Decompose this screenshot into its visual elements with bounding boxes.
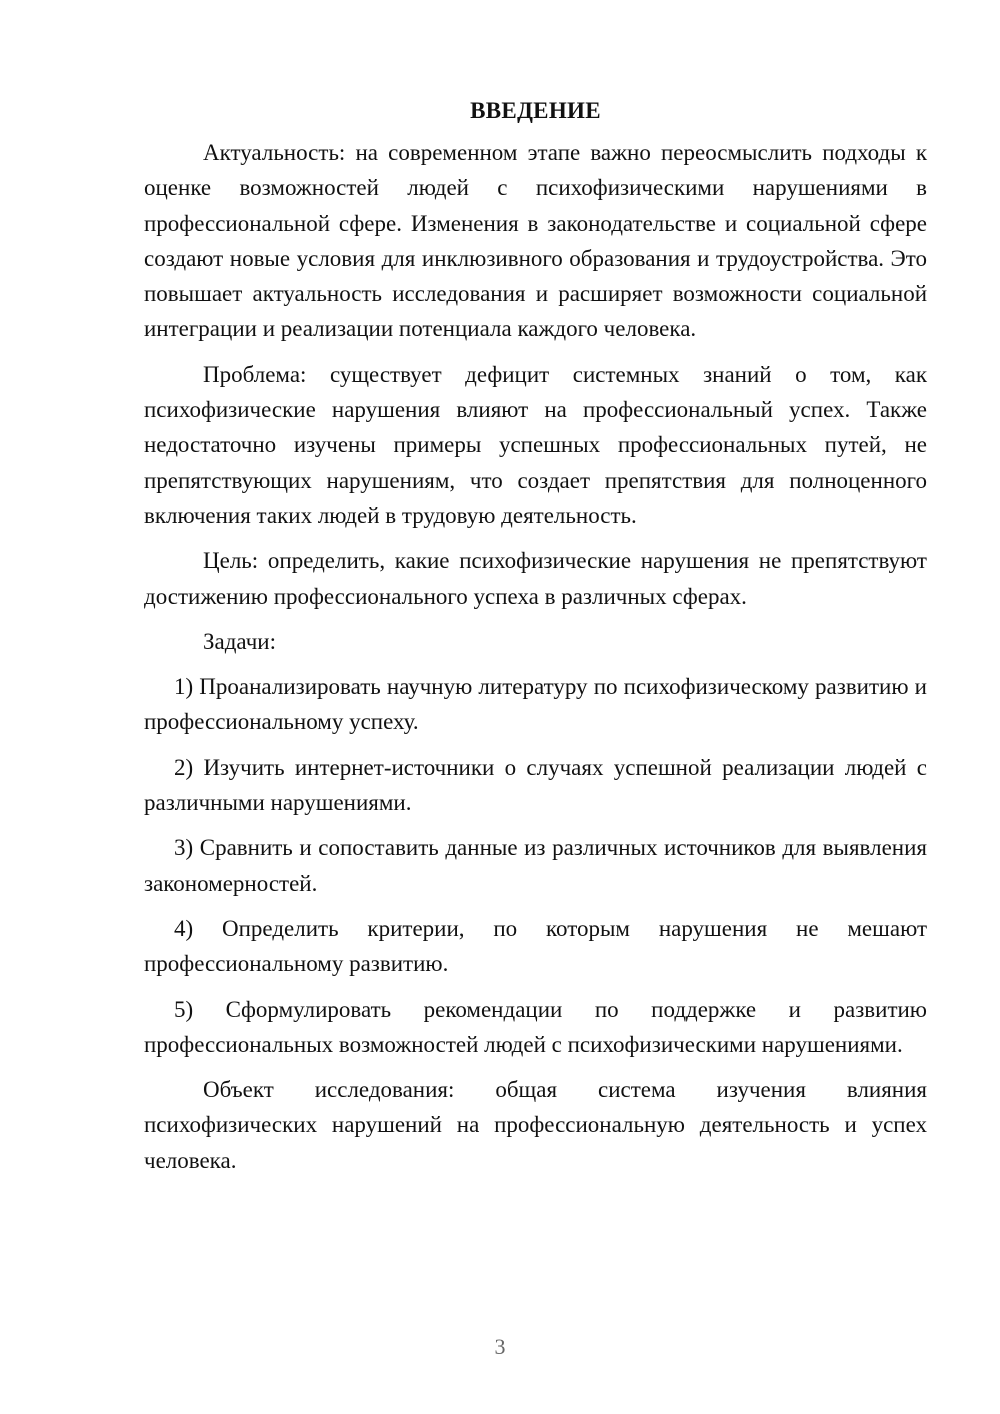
relevance-paragraph: Актуальность: на современном этапе важно переосмыслить подходы к оценке возможностей людей с психофизическими нарушениями в профессиональной сфере. Изменения в законодательстве и социальной сфере создают новые условия для инклюзивного образования и трудоустройства. Это повышает актуальность исследования и расширяет возможности социальной интеграции и реализации потенциала каждого человека. xyxy=(144,140,927,342)
section-heading: ВВЕДЕНИЕ xyxy=(470,98,601,123)
object-paragraph: Объект исследования: общая система изучения влияния психофизических нарушений на профессиональную деятельность и успех человека. xyxy=(144,1077,927,1173)
goal-paragraph: Цель: определить, какие психофизические нарушения не препятствуют достижению профессионального успеха в различных сферах. xyxy=(144,548,927,609)
page-number: 3 xyxy=(494,1334,506,1359)
task-item: 3) Сравнить и сопоставить данные из различных источников для выявления закономерностей. xyxy=(144,835,927,896)
task-item: 5) Сформулировать рекомендации по поддержке и развитию профессиональных возможностей людей с психофизическими нарушениями. xyxy=(144,996,927,1057)
tasks-list xyxy=(144,669,927,1062)
document-body xyxy=(144,93,927,1188)
task-item: 4) Определить критерии, по которым нарушения не мешают профессиональному развитию. xyxy=(144,915,927,977)
task-item: 1) Проанализировать научную литературу по психофизическому развитию и профессиональному успеху. xyxy=(144,674,927,735)
tasks-label: Задачи: xyxy=(203,628,276,654)
problem-paragraph: Проблема: существует дефицит системных знаний о том, как психофизические нарушения влияют на профессиональный успех. Также недостаточно изучены примеры успешных профессиональных путей, не препятствующих нарушениям, что создает препятствия для полноценного включения таких людей в трудовую деятельность. xyxy=(144,361,927,528)
task-item: 2) Изучить интернет-источники о случаях успешной реализации людей с различными нарушениями. xyxy=(144,754,927,816)
